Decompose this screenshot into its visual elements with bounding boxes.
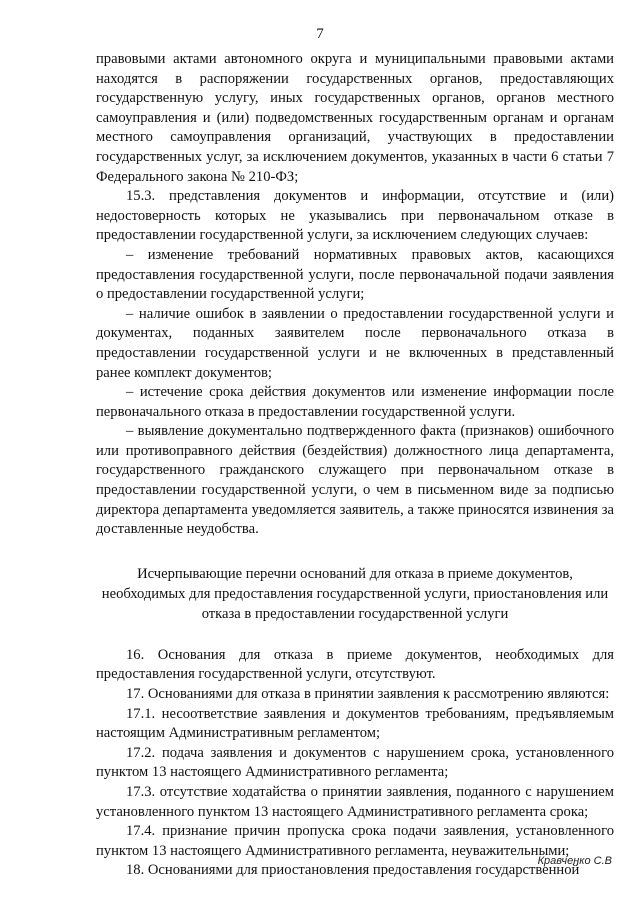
paragraph: – изменение требований нормативных правовых актов, касающихся предоставления государственной услуги, после первоначальной подачи заявления о предоставлении государственной услуги; <box>96 246 614 303</box>
paragraph: 17.1. несоответствие заявления и документов требованиям, предъявляемым настоящим Административным регламентом; <box>96 705 614 742</box>
document-body <box>96 50 614 881</box>
paragraph: 17.3. отсутствие ходатайства о принятии заявления, поданного с нарушением установленного пунктом 13 настоящего Административного регламента срока; <box>96 784 614 820</box>
paragraph: – истечение срока действия документов или изменение информации после первоначального отказа в предоставлении государственной услуги. <box>96 384 614 420</box>
paragraph: 17.4. признание причин пропуска срока подачи заявления, установленного пунктом 13 настоящего Административного регламента, неуважительными; <box>96 823 614 859</box>
paragraph: 17.2. подача заявления и документов с нарушением срока, установленного пунктом 13 настоящего Административного регламента; <box>96 744 614 781</box>
paragraph: 17. Основаниями для отказа в принятии заявления к рассмотрению являются: <box>126 686 610 703</box>
section-heading: Исчерпывающие перечни оснований для отказа в приеме документов, необходимых для предоставления государственной услуги, приостановления или отказа в предоставлении государственной услуги <box>101 565 609 622</box>
paragraph: 18. Основаниями для приостановления предоставления государственной <box>126 862 580 879</box>
page-number: 7 <box>316 26 324 42</box>
paragraph: 16. Основания для отказа в приеме документов, необходимых для предоставления государственной услуги, отсутствуют. <box>96 646 614 683</box>
paragraph: – выявление документально подтвержденного факта (признаков) ошибочного или противоправного действия (бездействия) должностного лица департамента, государственного гражданского служащего при первоначальном отказе в предоставлении государственной услуги, о чем в письменном виде за подписью директора департамента уведомляется заявитель, а также приносятся извинения за доставленные неудобства. <box>96 423 614 538</box>
footer-author-name: Кравченко С.В <box>537 855 612 867</box>
paragraph: 15.3. представления документов и информации, отсутствие и (или) недостоверность которых не указывались при первоначальном отказе в предоставлении государственной услуги, за исключением следующих случаев: <box>96 188 614 244</box>
paragraph: правовыми актами автономного округа и муниципальными правовыми актами находятся в распоряжении государственных органов, предоставляющих государственную услугу, иных государственных органов, органов местного самоуправления и (или) подведомственных государственным органам и органам местного самоуправления организаций, участвующих в предоставлении государственных услуг, за исключением документов, указанных в части 6 статьи 7 Федерального закона № 210-ФЗ; <box>96 51 614 185</box>
paragraph: – наличие ошибок в заявлении о предоставлении государственной услуги и документах, поданных заявителем после первоначального отказа в предоставлении государственной услуги и не включенных в представленный ранее комплект документов; <box>96 305 614 381</box>
